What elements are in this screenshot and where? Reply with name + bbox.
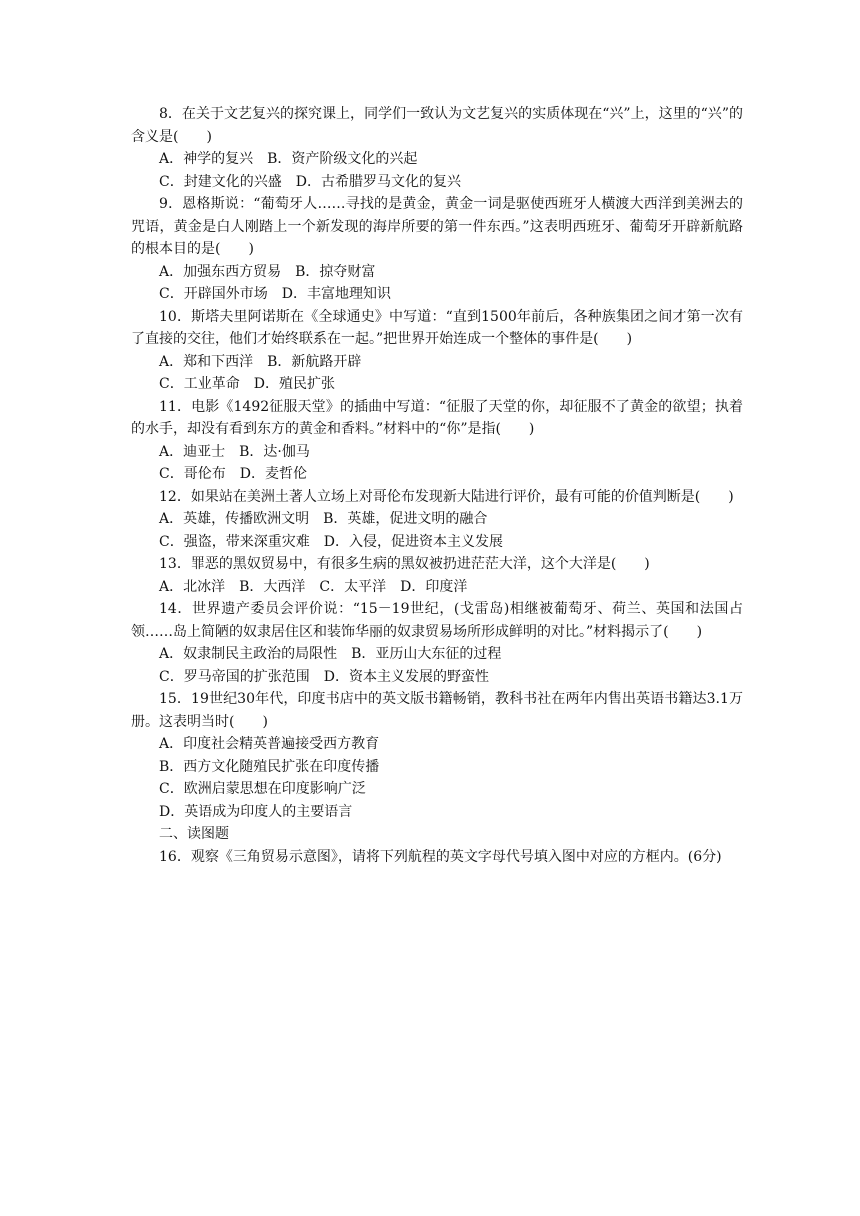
question-block — [131, 103, 743, 193]
answer-option: A．加强东西方贸易 — [159, 263, 282, 280]
question-block — [131, 193, 743, 306]
answer-option: A．迪亚士 — [159, 443, 226, 460]
option-row — [131, 643, 743, 666]
option-row — [131, 756, 743, 779]
answer-option: C．强盗，带来深重灾难 — [159, 533, 310, 550]
answer-option: A．郑和下西洋 — [159, 353, 254, 370]
answer-option: D．英语成为印度人的主要语言 — [159, 803, 353, 820]
question-stem: 12．如果站在美洲土著人立场上对哥伦布发现新大陆进行评价，最有可能的价值判断是( ) — [159, 488, 734, 505]
answer-option: D．资本主义发展的野蛮性 — [323, 668, 489, 685]
option-row — [131, 576, 743, 599]
answer-option: B．大西洋 — [239, 578, 306, 595]
answer-option: C．欧洲启蒙思想在印度影响广泛 — [159, 781, 366, 797]
answer-option: C．哥伦布 — [159, 466, 226, 482]
answer-option: D．入侵，促进资本主义发展 — [323, 533, 503, 550]
question-stem: 10．斯塔夫里阿诺斯在《全球通史》中写道：“直到1500年前后，各种族集团之间才第一次有了直接的交往，他们才始终联系在一起。”把世界开始连成一个整体的事件是( ) — [131, 308, 743, 347]
option-row — [131, 171, 743, 194]
answer-option: B．亚历山大东征的过程 — [351, 646, 502, 662]
answer-option: D．麦哲伦 — [239, 466, 307, 482]
question-stem: 13．罪恶的黑奴贸易中，有很多生病的黑奴被扔进茫茫大洋，这个大洋是( ) — [159, 556, 650, 572]
answer-option: C．罗马帝国的扩张范围 — [159, 668, 310, 685]
question-block — [131, 396, 743, 486]
answer-option: C．太平洋 — [319, 578, 387, 595]
question-stem: 8．在关于文艺复兴的探究课上，同学们一致认为文艺复兴的实质体现在“兴”上，这里的“兴”的含义是( ) — [131, 106, 743, 145]
question-stem: 14．世界遗产委员会评价说：“15－19世纪，(戈雷岛)相继被葡萄牙、荷兰、英国和法国占领……岛上简陋的奴隶居住区和装饰华丽的奴隶贸易场所形成鲜明的对比。”材料揭示了( ) — [131, 601, 743, 640]
option-row — [131, 733, 743, 756]
answer-option: B．掠夺财富 — [295, 263, 376, 280]
option-row — [131, 508, 743, 531]
question-list — [131, 103, 743, 823]
option-row — [131, 778, 743, 801]
answer-option: A．英雄，传播欧洲文明 — [159, 511, 310, 527]
answer-option: B．新航路开辟 — [267, 353, 362, 370]
answer-option: D．古希腊罗马文化的复兴 — [295, 173, 461, 190]
option-row — [131, 351, 743, 374]
option-row — [131, 666, 743, 689]
question-stem: 9．恩格斯说：“葡萄牙人……寻找的是黄金，黄金一词是驱使西班牙人横渡大西洋到美洲去的咒语，黄金是白人刚踏上一个新发现的海岸所要的第一件东西。”这表明西班牙、葡萄牙开辟新航路的根本目的是( ) — [131, 196, 743, 257]
answer-option: D．印度洋 — [400, 578, 468, 595]
answer-option: A．奴隶制民主政治的局限性 — [159, 646, 338, 662]
option-row — [131, 148, 743, 171]
answer-option: C．工业革命 — [159, 376, 240, 392]
answer-option: A．印度社会精英普遍接受西方教育 — [159, 736, 380, 752]
answer-option: B．西方文化随殖民扩张在印度传播 — [159, 758, 380, 775]
question-16-stem: 16．观察《三角贸易示意图》，请将下列航程的英文字母代号填入图中对应的方框内。(6分) — [159, 848, 722, 865]
question-block — [131, 598, 743, 688]
option-row — [131, 373, 743, 396]
question-stem: 11．电影《1492征服天堂》的插曲中写道：“征服了天堂的你，却征服不了黄金的欲望；执着的水手，却没有看到东方的黄金和香料。”材料中的“你”是指( ) — [131, 398, 743, 437]
answer-option: A．北冰洋 — [159, 578, 226, 595]
option-row — [131, 261, 743, 284]
option-row — [131, 441, 743, 464]
option-row — [131, 283, 743, 306]
answer-option: B．达·伽马 — [239, 443, 310, 460]
question-stem: 15．19世纪30年代，印度书店中的英文版书籍畅销，教科书社在两年内售出英语书籍达3.1万册。这表明当时( ) — [131, 691, 743, 730]
answer-option: C．开辟国外市场 — [159, 286, 268, 302]
question-block — [131, 553, 743, 598]
question-block — [131, 306, 743, 396]
answer-option: B．资产阶级文化的兴起 — [267, 151, 418, 167]
answer-option: A．神学的复兴 — [159, 151, 254, 167]
option-row — [131, 531, 743, 554]
answer-option: B．英雄，促进文明的融合 — [323, 511, 488, 527]
answer-option: D．丰富地理知识 — [281, 286, 391, 302]
option-row — [131, 801, 743, 824]
answer-option: D．殖民扩张 — [253, 376, 335, 392]
answer-option: C．封建文化的兴盛 — [159, 173, 282, 190]
option-row — [131, 463, 743, 486]
exam-page — [131, 103, 743, 868]
section-heading: 二、读图题 — [159, 826, 229, 842]
question-block — [131, 688, 743, 823]
question-block — [131, 486, 743, 554]
